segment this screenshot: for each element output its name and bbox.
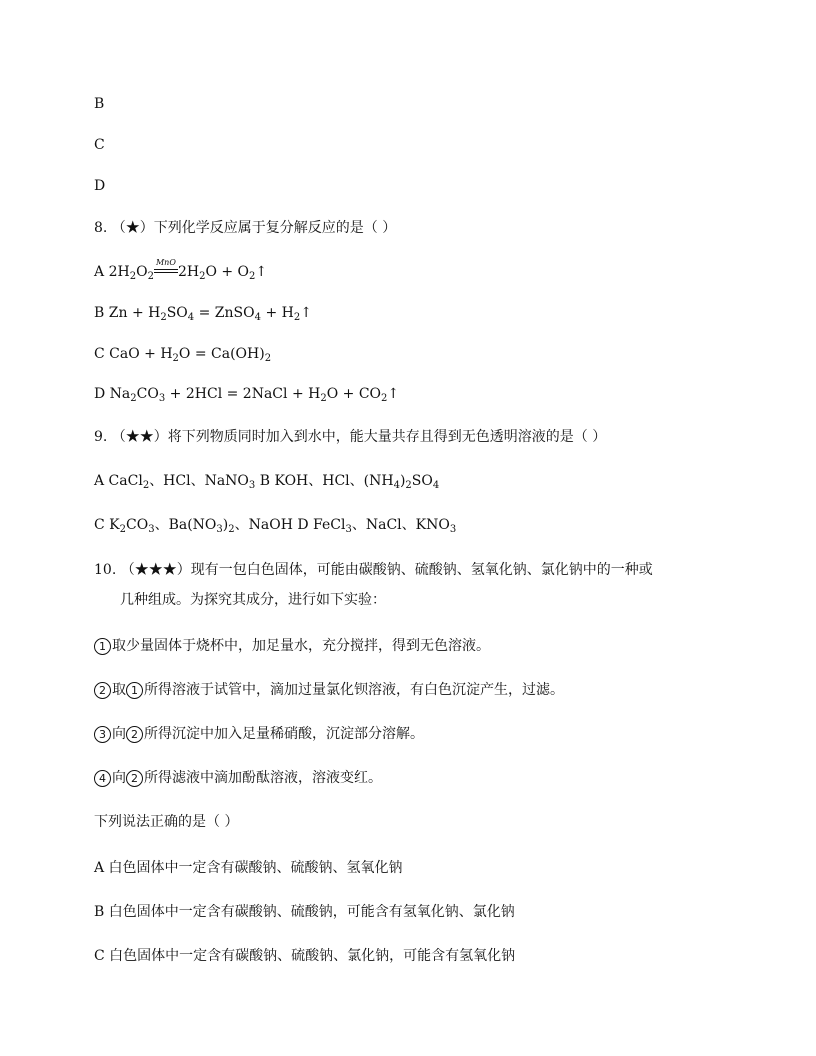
q10-question: 下列说法正确的是（ ） [94,814,239,830]
q8-option-a: A $2H_2O_2$ MnO $2H_2O$ + $O_2↑$ [94,258,268,282]
q10-step-4: 4 向 2 所得滤液中滴加酚酞溶液，溶液变红。 [94,768,382,788]
question-9-stem: 9. （★★）将下列物质同时加入到水中，能大量共存且得到无色透明溶液的是（ ） [94,429,607,445]
q9-options-cd: C $K_2CO_3$、$Ba(NO_3)_2$、NaOH D FeCl$_3$、NaCl、$KNO_3$ [94,517,457,535]
q8-option-c: C CaO + $H_2O = Ca(OH)_2$ [94,346,272,364]
step-marker: 4 [94,770,111,787]
option-label: A [94,264,105,280]
step-marker: 1 [94,638,111,655]
q10-step-3: 3 向 2 所得沉淀中加入足量稀硝酸，沉淀部分溶解。 [94,724,424,744]
option-d: D [94,178,106,194]
option-label: D [94,386,106,402]
q10-step-1: 1 取少量固体于烧杯中，加足量水，充分搅拌，得到无色溶液。 [94,636,490,656]
question-10-stem: 10. （★★★）现有一包白色固体，可能由碳酸钠、硫酸钠、氢氧化钠、氯化钠中的一种或 [94,562,653,578]
step-marker: 3 [94,726,111,743]
option-label: C [94,346,105,362]
step-reference: 1 [126,682,143,699]
q10-option-a: A 白色固体中一定含有碳酸钠、硫酸钠、氢氧化钠 [94,860,403,876]
question-10-stem-cont: 几种组成。为探究其成分，进行如下实验： [120,592,386,608]
option-label: B [94,305,105,321]
question-8-stem: 8. （★）下列化学反应属于复分解反应的是（ ） [94,220,397,236]
step-marker: 2 [94,682,111,699]
q10-step-2: 2 取 1 所得溶液于试管中，滴加过量氯化钡溶液，有白色沉淀产生，过滤。 [94,680,564,700]
step-reference: 2 [126,770,143,787]
catalyst-equals-sign: MnO [154,262,178,282]
q9-options-ab: A CaCl$_2$、HCl、NaNO$_3$ B KOH、HCl、$(NH_4)_2SO_4$ [94,473,440,491]
option-c: C [94,137,105,153]
q8-option-b: B $Zn + H_2SO_4$ = ZnSO$_4$ + $H_2↑$ [94,305,312,323]
q10-option-b: B 白色固体中一定含有碳酸钠、硫酸钠，可能含有氢氧化钠、氯化钠 [94,904,515,920]
q10-option-c: C 白色固体中一定含有碳酸钠、硫酸钠、氯化钠，可能含有氢氧化钠 [94,948,516,964]
step-reference: 2 [126,726,143,743]
option-b: B [94,96,105,112]
q8-option-d: D $Na_2CO_3 + 2HCl$ = 2NaCl + $H_2O$ + $CO_2↑$ [94,386,400,404]
